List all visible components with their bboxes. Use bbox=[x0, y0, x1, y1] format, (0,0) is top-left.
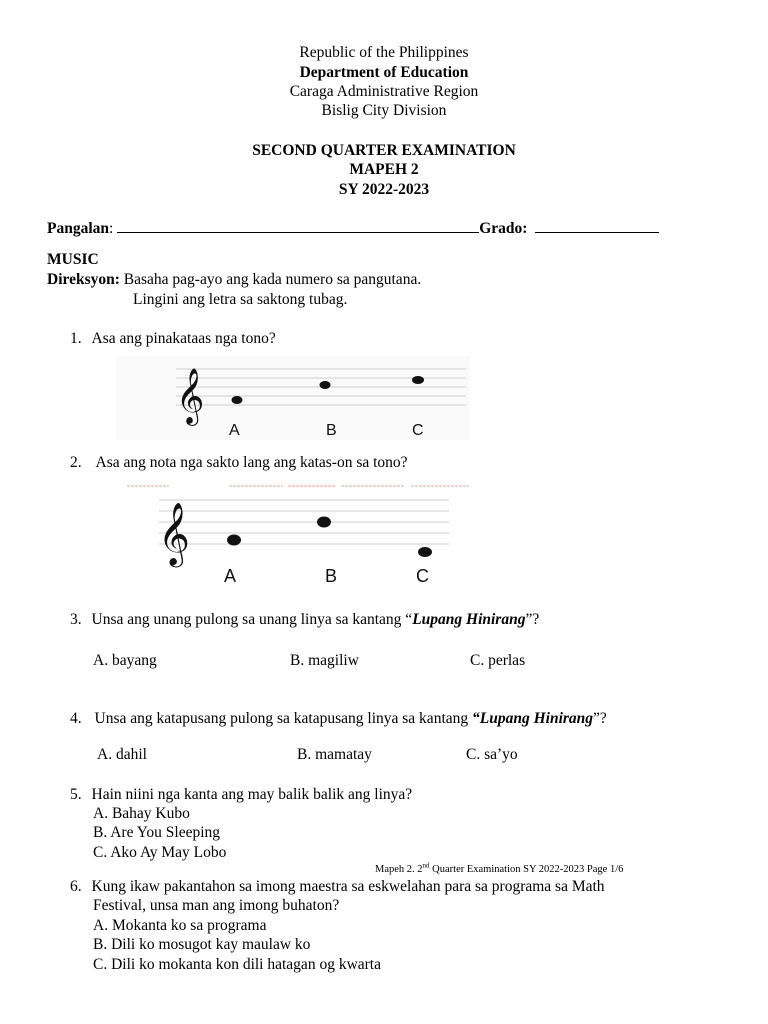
footer-sup: nd bbox=[422, 861, 430, 870]
name-colon: : bbox=[109, 220, 114, 237]
name-label: Pangalan bbox=[47, 220, 110, 237]
option-b[interactable]: B. mamatay bbox=[297, 746, 372, 763]
note-b bbox=[320, 381, 331, 389]
question-number: 6. bbox=[70, 878, 82, 895]
music-staff-figure-1 bbox=[116, 356, 470, 440]
footer-prefix: Mapeh 2. 2 bbox=[375, 864, 423, 875]
label-b: B bbox=[325, 566, 338, 586]
exam-title: SECOND QUARTER EXAMINATION bbox=[252, 142, 516, 159]
option-b[interactable]: B. magiliw bbox=[290, 652, 359, 669]
note-c bbox=[412, 376, 424, 384]
header-department: Department of Education bbox=[299, 64, 469, 81]
directions-line-1 bbox=[47, 271, 421, 289]
header-republic: Republic of the Philippines bbox=[299, 44, 469, 61]
question-text-end: ”? bbox=[525, 611, 540, 628]
song-title: Lupang Hinirang bbox=[412, 611, 526, 628]
question-6 bbox=[70, 878, 605, 896]
question-text: Hain niini nga kanta ang may balik balik ang linya? bbox=[91, 786, 413, 803]
footer-suffix: Quarter Examination SY 2022-2023 Page 1/6 bbox=[429, 864, 624, 875]
option-c[interactable]: C. Dili ko mokanta kon dili hatagan og kwarta bbox=[93, 956, 381, 973]
question-text: Unsa ang unang pulong sa unang linya sa kantang “ bbox=[91, 611, 413, 628]
label-b: B bbox=[326, 422, 337, 439]
name-blank-field[interactable] bbox=[117, 220, 479, 233]
treble-clef-icon: 𝄞 bbox=[158, 504, 190, 564]
note-a bbox=[227, 535, 241, 546]
song-title: “Lupang Hinirang bbox=[472, 710, 594, 727]
directions-text-1: Basaha pag-ayo ang kada numero sa pangutana. bbox=[123, 271, 422, 288]
option-c[interactable]: C. Ako Ay May Lobo bbox=[93, 844, 227, 861]
option-a[interactable]: A. Mokanta ko sa programa bbox=[93, 917, 267, 934]
question-number: 3. bbox=[70, 611, 82, 628]
header-division: Bislig City Division bbox=[321, 102, 447, 119]
staff-lines bbox=[159, 500, 449, 544]
question-2 bbox=[70, 454, 408, 472]
question-number: 2. bbox=[70, 454, 82, 471]
question-text: Asa ang pinakataas nga tono? bbox=[91, 330, 276, 347]
question-number: 4. bbox=[70, 710, 82, 727]
note-a bbox=[232, 396, 243, 404]
label-c: C bbox=[416, 566, 429, 586]
label-a: A bbox=[224, 566, 237, 586]
option-b[interactable]: B. Dili ko mosugot kay maulaw ko bbox=[93, 936, 311, 953]
question-5 bbox=[70, 786, 412, 804]
page-footer bbox=[375, 861, 624, 875]
question-1 bbox=[70, 330, 276, 348]
exam-subject: MAPEH 2 bbox=[349, 161, 419, 178]
note-b bbox=[317, 517, 331, 528]
question-text-line-2: Festival, unsa man ang imong buhaton? bbox=[93, 897, 340, 914]
section-title: MUSIC bbox=[47, 251, 99, 268]
question-text: Kung ikaw pakantahon sa imong maestra sa eskwelahan para sa programa sa Math bbox=[91, 878, 605, 895]
option-a[interactable]: A. Bahay Kubo bbox=[93, 805, 190, 822]
treble-clef-icon: 𝄞 bbox=[176, 370, 205, 423]
grade-blank-field[interactable] bbox=[535, 220, 659, 233]
label-c: C bbox=[412, 422, 424, 439]
directions-text-2: Lingini ang letra sa saktong tubag. bbox=[133, 291, 348, 308]
note-c bbox=[418, 547, 432, 557]
question-text: Asa ang nota nga sakto lang ang katas-on sa tono? bbox=[95, 454, 408, 471]
exam-school-year: SY 2022-2023 bbox=[338, 181, 430, 198]
directions-label: Direksyon: bbox=[47, 271, 120, 288]
header-region: Caraga Administrative Region bbox=[289, 83, 479, 100]
label-a: A bbox=[229, 422, 240, 439]
option-a[interactable]: A. bayang bbox=[93, 652, 157, 669]
option-c[interactable]: C. perlas bbox=[470, 652, 526, 669]
grade-label: Grado: bbox=[479, 220, 528, 237]
option-a[interactable]: A. dahil bbox=[97, 746, 147, 763]
question-3 bbox=[70, 611, 539, 629]
option-c[interactable]: C. sa’yo bbox=[466, 746, 518, 763]
question-4 bbox=[70, 710, 607, 728]
question-number: 5. bbox=[70, 786, 82, 803]
question-number: 1. bbox=[70, 330, 82, 347]
student-info-row bbox=[47, 220, 659, 238]
question-text: Unsa ang katapusang pulong sa katapusang linya sa kantang bbox=[94, 710, 473, 727]
question-text-end: ”? bbox=[593, 710, 607, 727]
music-staff-figure-2 bbox=[123, 480, 473, 590]
option-b[interactable]: B. Are You Sleeping bbox=[93, 824, 221, 841]
